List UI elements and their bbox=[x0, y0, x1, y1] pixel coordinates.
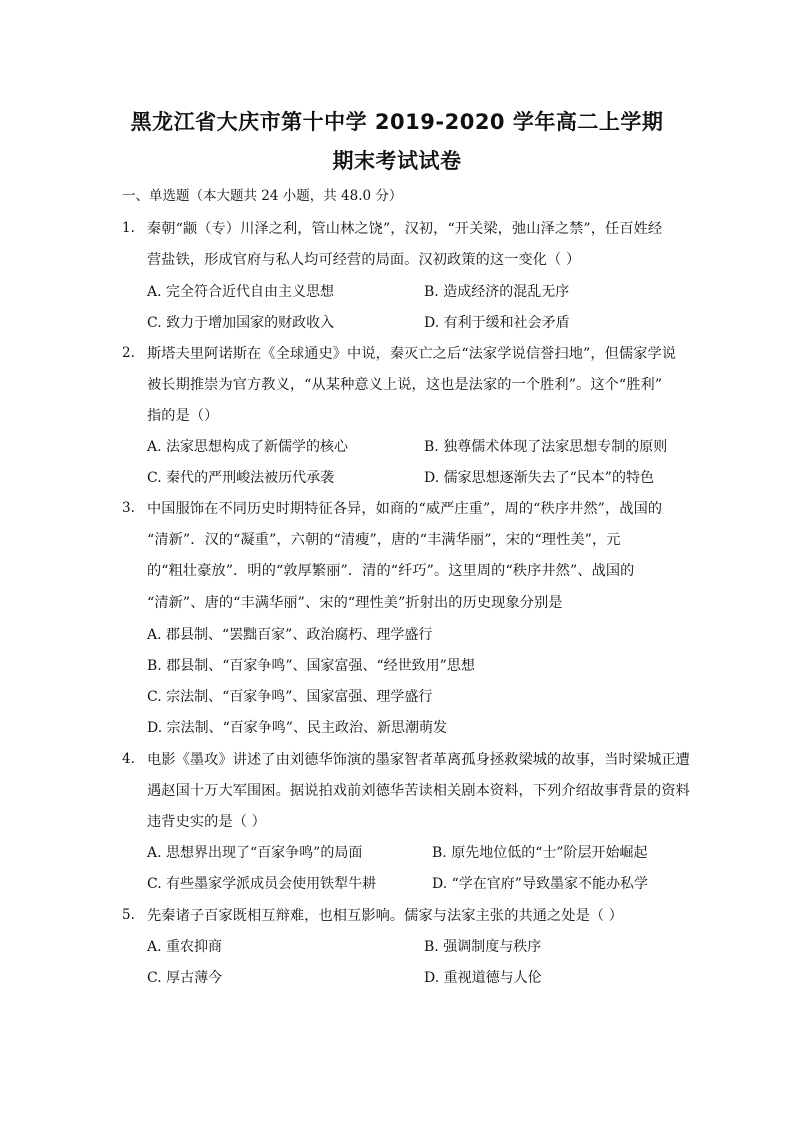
question-number: 5. bbox=[122, 907, 135, 923]
question-text-line: 的“粗壮豪放”．明的“敦厚繁丽”．清的“纤巧”。这里周的“秩序井然”、战国的 bbox=[147, 563, 635, 579]
question-text-line: 先秦诸子百家既相互辩难，也相互影响。儒家与法家主张的共通之处是（ ） bbox=[147, 908, 624, 924]
option-a: A. 完全符合近代自由主义思想 bbox=[147, 284, 335, 300]
option-a: A. 思想界出现了“百家争鸣”的局面 bbox=[147, 845, 363, 861]
option-b: B. 原先地位低的“士”阶层开始崛起 bbox=[432, 845, 648, 861]
section-heading: 一、单选题（本大题共 24 小题，共 48.0 分） bbox=[122, 188, 403, 204]
question-text-line: “清新”．汉的“凝重”，六朝的“清瘦”，唐的“丰满华丽”，宋的“理性美”，元 bbox=[147, 532, 621, 548]
option-c: C. 厚古薄今 bbox=[147, 970, 223, 986]
question-text-line: 秦朝“颛（专）川泽之利，管山林之饶”，汉初，“开关梁，弛山泽之禁”，任百姓经 bbox=[147, 221, 663, 237]
option-b: B. 郡县制、“百家争鸣”、国家富强、“经世致用”思想 bbox=[147, 658, 475, 674]
option-a: A. 法家思想构成了新儒学的核心 bbox=[147, 439, 349, 455]
question-text-line: 违背史实的是（ ） bbox=[147, 814, 266, 830]
question-text-line: 斯塔夫里阿诺斯在《全球通史》中说，秦灭亡之后“法家学说信誉扫地”，但儒家学说 bbox=[147, 346, 677, 362]
option-a: A. 郡县制、“罢黜百家”、政治腐朽、理学盛行 bbox=[147, 627, 433, 643]
question-number: 2. bbox=[122, 345, 135, 361]
question-text-line: “清新”、唐的“丰满华丽”、宋的“理性美”折射出的历史现象分别是 bbox=[147, 595, 563, 611]
option-c: C. 有些墨家学派成员会使用铁犁牛耕 bbox=[147, 876, 377, 892]
option-c: C. 秦代的严刑峻法被历代承袭 bbox=[147, 470, 335, 486]
option-d: D. 重视道德与人伦 bbox=[424, 970, 542, 986]
question-number: 3. bbox=[122, 500, 135, 516]
option-a: A. 重农抑商 bbox=[147, 939, 223, 955]
option-b: B. 强调制度与秩序 bbox=[424, 939, 542, 955]
option-d: D. 有利于缓和社会矛盾 bbox=[424, 315, 570, 331]
option-c: C. 宗法制、“百家争鸣”、国家富强、理学盛行 bbox=[147, 689, 433, 705]
option-b: B. 造成经济的混乱无序 bbox=[424, 284, 570, 300]
option-d: D. 宗法制、“百家争鸣”、民主政治、新思潮萌发 bbox=[147, 720, 447, 736]
option-b: B. 独尊儒术体现了法家思想专制的原则 bbox=[424, 439, 668, 455]
question-text-line: 营盐铁，形成官府与私人均可经营的局面。汉初政策的这一变化（ ） bbox=[147, 252, 581, 268]
exam-title-line-2: 期末考试试卷 bbox=[332, 149, 462, 173]
question-text-line: 中国服饰在不同历史时期特征各异，如商的“威严庄重”，周的“秩序井然”，战国的 bbox=[147, 501, 663, 517]
exam-title-line-1: 黑龙江省大庆市第十中学 2019-2020 学年高二上学期 bbox=[130, 110, 664, 134]
question-number: 4. bbox=[122, 751, 135, 767]
option-d: D. 儒家思想逐渐失去了“民本”的特色 bbox=[424, 470, 654, 486]
question-text-line: 电影《墨攻》讲述了由刘德华饰演的墨家智者革离孤身拯救梁城的故事，当时梁城正遭 bbox=[147, 752, 690, 768]
question-text-line: 被长期推崇为官方教义，“从某种意义上说，这也是法家的一个胜利”。这个“胜利” bbox=[147, 377, 663, 393]
question-text-line: 指的是（） bbox=[147, 408, 219, 424]
option-c: C. 致力于增加国家的财政收入 bbox=[147, 315, 335, 331]
question-text-line: 遇赵国十万大军围困。据说拍戏前刘德华苦读相关剧本资料，下列介绍故事背景的资料 bbox=[147, 783, 690, 799]
question-number: 1. bbox=[122, 220, 135, 236]
option-d: D. “学在官府”导致墨家不能办私学 bbox=[432, 876, 648, 892]
